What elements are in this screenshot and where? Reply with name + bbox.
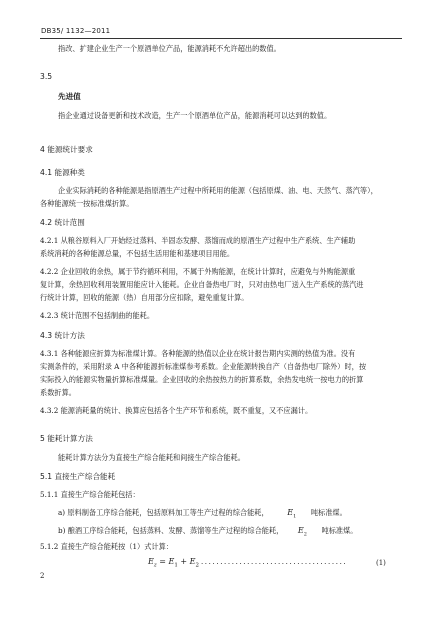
clause-4-2-3: 4.2.3 统计范围不包括制曲的能耗。 bbox=[40, 311, 155, 320]
equation-plus: + E bbox=[177, 557, 196, 566]
symbol-e1-subscript: 1 bbox=[293, 513, 297, 520]
section-5-intro: 能耗计算方法分为直接生产综合能耗和间接生产综合能耗。 bbox=[58, 453, 245, 462]
symbol-e1: E bbox=[287, 508, 294, 517]
clause-4-1-line1: 企业实际消耗的各种能源是指原酒生产过程中所耗用的能源（包括原煤、油、电、天然气、蒸汽等）， bbox=[58, 186, 378, 195]
clause-4-1-heading: 4.1 能源种类 bbox=[40, 168, 85, 177]
section-5-heading: 5 能耗计算方法 bbox=[40, 434, 93, 443]
clause-5-1-heading: 5.1 直接生产综合能耗 bbox=[40, 472, 116, 481]
equation-1 bbox=[148, 557, 345, 569]
term-advanced-value-definition: 指企业通过设备更新和技术改造，生产一个原酒单位产品，能源消耗可以达到的数值。 bbox=[58, 111, 332, 120]
clause-4-1-line2: 各种能源统一按标准煤折算。 bbox=[40, 199, 134, 208]
standard-code: DB35/ 1132—2011 bbox=[41, 27, 111, 35]
page-number: 2 bbox=[40, 572, 45, 580]
item-b-text: b) 酿酒工序综合能耗，包括蒸料、发酵、蒸馏等生产过程的综合能耗， bbox=[58, 526, 284, 535]
clause-4-3-1-line2: 实测条件的，采用附录 A 中各种能源折标准煤参考系数。企业能源转换自产（自备热电厂除外）时，按 bbox=[40, 362, 367, 371]
header-rule bbox=[40, 38, 402, 39]
equation-lhs-subscript: z bbox=[153, 562, 157, 569]
item-a-unit: 吨标准煤。 bbox=[310, 508, 347, 517]
item-b bbox=[58, 526, 358, 539]
item-a-text: a) 原料制备工序综合能耗，包括原料加工等生产过程的综合能耗， bbox=[58, 508, 269, 517]
item-b-unit: 吨标准煤。 bbox=[321, 526, 358, 535]
clause-3-5-number: 3.5 bbox=[40, 72, 53, 81]
section-4-heading: 4 能源统计要求 bbox=[40, 145, 93, 154]
term-advanced-value: 先进值 bbox=[58, 92, 81, 101]
clause-4-3-heading: 4.3 统计方法 bbox=[40, 331, 85, 340]
clause-4-3-1-line3: 实际投入的能源实物量折算标准煤量。企业回收的余热按热力的折算系数，余热发电统一按电力的折算 bbox=[40, 375, 364, 384]
clause-4-2-2-line3: 行统计计算，回收的能源（热）自用部分应扣除，避免重复计算。 bbox=[40, 293, 249, 302]
clause-4-2-1-line2: 系统消耗的各种能源总量，不包括生活用能和基建项目用能。 bbox=[40, 249, 235, 258]
para-3-4-continued: 指改、扩建企业生产一个原酒单位产品，能源消耗不允许超出的数值。 bbox=[58, 44, 281, 53]
clause-5-1-1: 5.1.1 直接生产综合能耗包括： bbox=[40, 490, 140, 499]
symbol-e2-subscript: 2 bbox=[303, 531, 307, 538]
equation-rhs-subscript-2: 2 bbox=[195, 562, 200, 569]
clause-4-3-1-line1: 4.3.1 各种能源应折算为标准煤计算。各种能源的热值以企业在统计报告期内实测的热值为准。没有 bbox=[40, 349, 356, 358]
equation-rhs-subscript-1: 1 bbox=[174, 562, 178, 569]
equation-leader-dots: . . . . . . . . . . . . . . . . . . . . . . . . . . . . . . . . . . . . . . bbox=[199, 558, 346, 566]
symbol-e2: E bbox=[297, 526, 304, 535]
equation-number: (1) bbox=[376, 559, 386, 567]
clause-4-3-2: 4.3.2 能源消耗量的统计、换算应包括各个生产环节和系统，既不重复，又不应漏计。 bbox=[40, 406, 313, 415]
clause-4-3-1-line4: 系数折算。 bbox=[40, 388, 76, 397]
clause-4-2-2-line2: 复计算，余热回收利用装置用能应计入能耗。企业自备热电厂时，只对由热电厂送入生产系统的蒸汽进 bbox=[40, 280, 364, 289]
clause-4-2-2-line1: 4.2.2 企业回收的余热，属于节约循环利用，不属于外购能源，在统计计算时，应避免与外购能源重 bbox=[40, 267, 356, 276]
equation-lhs: E bbox=[148, 557, 154, 566]
clause-4-2-heading: 4.2 统计范围 bbox=[40, 218, 85, 227]
item-a bbox=[58, 508, 347, 521]
clause-4-2-1-line1: 4.2.1 从粮谷原料入厂开始经过蒸料、半固态发酵、蒸馏而成的原酒生产过程中生产系统、生产辅助 bbox=[40, 236, 356, 245]
clause-5-1-2: 5.1.2 直接生产综合能耗按（1）式计算： bbox=[40, 542, 173, 551]
equation-rhs: = E bbox=[156, 557, 175, 566]
